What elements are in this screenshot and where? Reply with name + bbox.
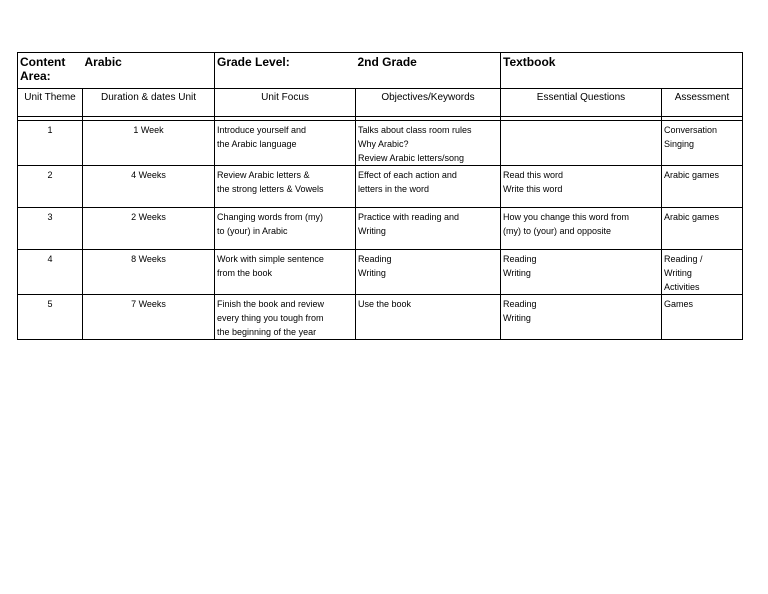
table-row	[18, 250, 743, 295]
essential-questions-cell	[501, 250, 662, 295]
unit-theme-cell	[18, 208, 83, 250]
col-header-unit-focus: Unit Focus	[215, 89, 356, 117]
cell-line: 7 Weeks	[131, 299, 166, 309]
content-area-label: Content Area:	[18, 53, 83, 89]
cell-line: Writing	[358, 226, 386, 236]
cell-line: Activities	[664, 282, 700, 292]
cell-line: Work with simple sentence	[217, 254, 324, 264]
content-area-value: Arabic	[83, 53, 215, 89]
cell-line: 1	[47, 125, 53, 135]
cell-line: 5	[47, 299, 53, 309]
unit-theme-cell	[18, 121, 83, 166]
cell-line: every thing you tough from	[217, 313, 324, 323]
cell-line: 3	[47, 212, 53, 222]
col-header-unit-theme: Unit Theme	[18, 89, 83, 117]
col-header-duration: Duration & dates Unit	[83, 89, 215, 117]
cell-line: Arabic games	[664, 212, 720, 222]
cell-line: Singing	[664, 139, 695, 149]
textbook-label: Textbook	[501, 53, 662, 89]
assessment-cell	[662, 208, 743, 250]
cell-line: 2 Weeks	[131, 212, 166, 222]
cell-line: 4 Weeks	[131, 170, 166, 180]
cell-line: 1 Week	[133, 125, 164, 135]
duration-cell	[83, 166, 215, 208]
objectives-cell	[356, 250, 501, 295]
cell-line: Read this word	[503, 170, 564, 180]
cell-line: Introduce yourself and	[217, 125, 307, 135]
table-row	[18, 166, 743, 208]
objectives-cell	[356, 208, 501, 250]
cell-line: the beginning of the year	[217, 327, 317, 337]
cell-line: to (your) in Arabic	[217, 226, 288, 236]
cell-line: Use the book	[358, 299, 412, 309]
cell-line: 4	[47, 254, 53, 264]
cell-line: Write this word	[503, 184, 563, 194]
unit-focus-cell	[215, 166, 356, 208]
assessment-cell	[662, 121, 743, 166]
objectives-cell	[356, 121, 501, 166]
unit-focus-cell	[215, 121, 356, 166]
cell-line: How you change this word from	[503, 212, 630, 222]
cell-line: Changing words from (my)	[217, 212, 324, 222]
cell-line: Review Arabic letters/song	[358, 153, 465, 163]
duration-cell	[83, 250, 215, 295]
unit-focus-cell	[215, 295, 356, 340]
curriculum-table	[17, 52, 743, 340]
col-header-essential-questions: Essential Questions	[501, 89, 662, 117]
assessment-cell	[662, 295, 743, 340]
cell-line: Reading	[358, 254, 392, 264]
duration-cell	[83, 121, 215, 166]
cell-line: 8 Weeks	[131, 254, 166, 264]
cell-line: Writing	[503, 268, 531, 278]
cell-line: Reading /	[664, 254, 703, 264]
cell-line: Writing	[664, 268, 692, 278]
cell-line: the strong letters & Vowels	[217, 184, 324, 194]
assessment-cell	[662, 250, 743, 295]
table-row	[18, 208, 743, 250]
cell-line: Finish the book and review	[217, 299, 325, 309]
cell-line: letters in the word	[358, 184, 430, 194]
objectives-cell	[356, 166, 501, 208]
duration-cell	[83, 208, 215, 250]
cell-line: Reading	[503, 254, 537, 264]
textbook-value	[662, 53, 743, 89]
grade-level-label: Grade Level:	[215, 53, 356, 89]
unit-focus-cell	[215, 208, 356, 250]
header-row	[18, 53, 743, 89]
cell-line: Conversation	[664, 125, 718, 135]
unit-focus-cell	[215, 250, 356, 295]
assessment-cell	[662, 166, 743, 208]
essential-questions-cell	[501, 121, 662, 166]
unit-theme-cell	[18, 250, 83, 295]
table-row	[18, 121, 743, 166]
objectives-cell	[356, 295, 501, 340]
cell-line: Practice with reading and	[358, 212, 460, 222]
cell-line: Why Arabic?	[358, 139, 409, 149]
cell-line: Games	[664, 299, 694, 309]
table-row	[18, 295, 743, 340]
cell-line: (my) to (your) and opposite	[503, 226, 612, 236]
unit-rows	[18, 121, 743, 340]
cell-line: Talks about class room rules	[358, 125, 472, 135]
cell-line: Writing	[503, 313, 531, 323]
cell-line: the Arabic language	[217, 139, 297, 149]
curriculum-sheet	[17, 52, 742, 340]
cell-line: Reading	[503, 299, 537, 309]
unit-theme-cell	[18, 166, 83, 208]
col-header-objectives: Objectives/Keywords	[356, 89, 501, 117]
cell-line: Review Arabic letters &	[217, 170, 310, 180]
essential-questions-cell	[501, 166, 662, 208]
column-header-row	[18, 89, 743, 117]
unit-theme-cell	[18, 295, 83, 340]
cell-line: Effect of each action and	[358, 170, 457, 180]
essential-questions-cell	[501, 295, 662, 340]
cell-line: 2	[47, 170, 53, 180]
col-header-assessment: Assessment	[662, 89, 743, 117]
essential-questions-cell	[501, 208, 662, 250]
duration-cell	[83, 295, 215, 340]
grade-level-value: 2nd Grade	[356, 53, 501, 89]
cell-line: Writing	[358, 268, 386, 278]
cell-line: from the book	[217, 268, 273, 278]
cell-line: Arabic games	[664, 170, 720, 180]
